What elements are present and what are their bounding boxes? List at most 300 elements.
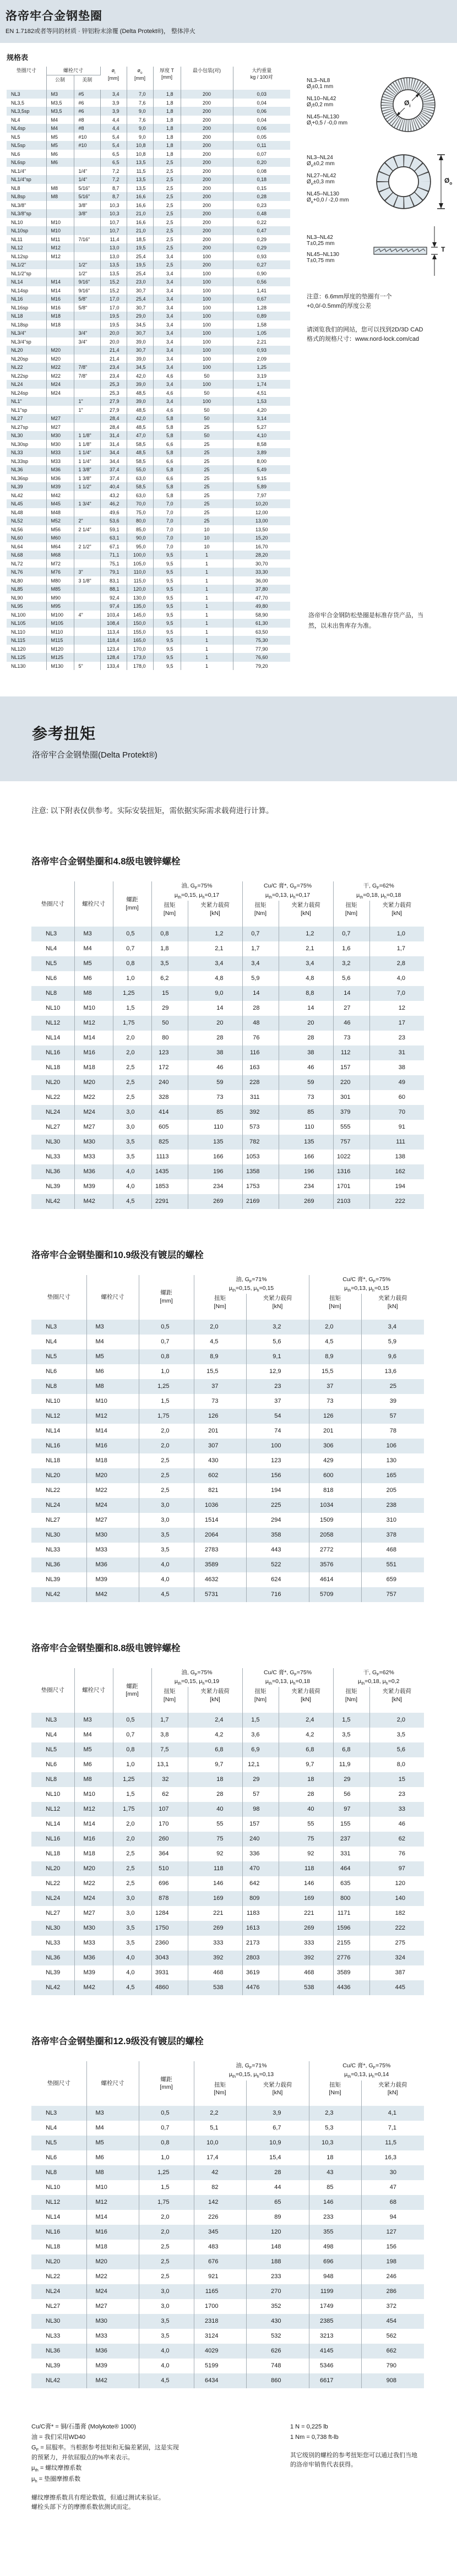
table-cell: NL39 [7,482,46,491]
table-cell: NL18 [31,1060,74,1075]
table-cell [74,602,100,611]
table-row [31,1001,424,1016]
table-cell: 92 [188,1847,242,1861]
table-cell: 3,9 [100,99,127,107]
table-cell: NL33 [7,448,46,457]
tolerance-item: NL45–NL130 $Ø_o+0,0 / -2,0$ mm [307,190,349,204]
table-cell: 27 [333,1001,369,1016]
table-cell: 538 [188,1980,242,1995]
table-cell: M24 [46,389,74,397]
table-cell: 6,9 [242,1742,279,1757]
table-row [31,1728,424,1742]
table-row [7,99,290,107]
table-cell: 23 [246,1379,309,1394]
table-cell: 178,0 [127,662,153,671]
group-header-row [31,1275,424,1294]
table-cell: 336 [242,1847,279,1861]
table-cell: NL20sp [7,355,46,363]
table-cell: 3/8" [74,201,100,210]
table-cell: NL8 [31,986,74,1001]
table-cell: 79,20 [255,663,268,669]
table-cell: NL105 [7,619,46,628]
table-cell: 234 [279,1179,333,1194]
table-cell: M11 [46,235,74,244]
table-cell: 59 [279,1075,333,1090]
table-cell: 169 [188,1891,242,1906]
table-cell: M20 [46,346,74,355]
table-cell: NL24sp [7,389,46,397]
tolerance-item: NL10–NL42 $Ø_i\pm 0,2$ mm [307,95,336,109]
table-cell: 110,0 [127,568,153,576]
torque-table-title-109: 洛帝牢合金钢垫圈和10.9级没有镀层的螺栓 [31,1250,204,1260]
table-cell: 1 [181,602,233,611]
col-header-washer-size: 垫圈尺寸 [31,1275,86,1320]
table-cell: M6 [86,1364,139,1379]
table-cell: 196 [279,1164,333,1179]
table-row [31,1364,424,1379]
table-cell: 23,4 [100,363,127,372]
table-cell: 3,0 [113,1120,151,1135]
table-cell [74,355,100,363]
table-cell: 1,5 [242,1713,279,1728]
table-cell: 16,6 [127,218,153,227]
table-cell: 115,0 [127,576,153,585]
table-cell: 328 [151,1090,188,1105]
table-cell: NL30 [31,1528,86,1543]
table-cell: 14 [279,1001,333,1016]
table-cell: M39 [74,1179,113,1194]
table-cell: 1/2" [74,260,100,269]
table-row [31,1891,424,1906]
table-cell: 9,6 [388,1353,396,1360]
table-row [31,986,424,1001]
table-cell: 28 [188,1031,242,1045]
table-cell: 73 [194,1394,246,1409]
table-cell: 3,5 [113,1936,151,1951]
table-cell: 23,0 [127,277,153,286]
table-cell: 2" [74,516,100,525]
table-cell: 200 [181,150,233,159]
table-cell: 95,0 [127,542,153,551]
table-cell: 7,6 [127,116,153,124]
table-cell: 0,8 [139,1349,194,1364]
table-cell: NL1/4"sp [7,175,46,184]
table-cell: M6 [46,158,74,167]
table-cell: M30 [46,440,74,449]
table-row [31,2359,424,2373]
table-cell: 200 [181,184,233,193]
table-cell: NL5 [31,1742,74,1757]
table-cell: M36 [46,474,74,483]
table-cell: 34,5 [127,363,153,372]
table-cell: 2776 [333,1951,369,1965]
table-cell: 1 1/8" [74,440,100,449]
table-cell: 7/8" [74,372,100,380]
table-cell: 63,0 [127,474,153,483]
table-cell: 0,18 [257,177,267,183]
table-cell: 234 [188,1179,242,1194]
table-cell: 8,7 [100,184,127,193]
footnotes [31,2422,457,2513]
table-cell: 8,8 [279,986,333,1001]
table-cell: NL8 [7,184,46,193]
col-header-outer-diameter: $ø_o$ [mm] [127,67,153,90]
table-cell: 483 [194,2240,246,2254]
table-cell: 790 [386,2362,396,2370]
table-cell: 145,0 [127,611,153,619]
table-cell: M4 [46,116,74,124]
table-cell: 100 [181,355,233,363]
table-cell: 39,0 [127,397,153,406]
table-row [31,2150,424,2165]
table-cell: NL16 [31,1439,86,1453]
table-cell: NL4 [7,116,46,124]
table-cell: 71,1 [100,551,127,559]
table-cell: 1753 [242,1179,279,1194]
stock-availability-note: 洛帝牢合金钢防松垫圈是标准存货产品，当 然，以未出售库存为准。 [308,612,423,629]
tolerance-item: NL27–NL42 $Ø_o\pm 0,3$ mm [307,172,336,186]
table-cell: NL16 [31,2225,86,2240]
table-row [31,2314,424,2329]
table-cell: 2,5 [113,1876,151,1891]
table-cell: 162 [395,1168,405,1175]
table-cell: 1,8 [153,133,181,141]
table-cell: NL6 [31,971,74,986]
table-cell: 4,1 [388,2110,396,2117]
table-cell: 21,0 [127,226,153,235]
table-row [7,90,290,99]
group-header-cuc-paste: Cu/C 膏*, $G_F=75\%$ $\mu_{th}=0,13$, $\mu_h=0,18$ [242,1668,333,1687]
table-cell: 4632 [194,1572,246,1587]
col-header-pitch: 螺距 [mm] [113,1668,151,1713]
table-cell: 2,0 [139,2210,194,2225]
table-cell: NL12 [31,1409,86,1424]
table-cell: 908 [386,2377,396,2384]
table-cell: M24 [74,1891,113,1906]
table-cell: 37 [246,1394,309,1409]
spec-heading: 规格表 [7,53,29,62]
table-cell: 0,08 [257,168,267,174]
table-cell: NL72 [7,559,46,568]
table-cell: 75,30 [255,638,268,644]
table-cell: 379 [333,1105,369,1120]
table-cell: NL42 [31,1587,86,1602]
table-cell: 25 [181,440,233,449]
table-cell: 17,0 [100,303,127,312]
table-cell: 430 [246,2314,309,2329]
table-cell: 1 [181,619,233,628]
table-cell: 5709 [309,1587,361,1602]
table-cell: 12,1 [242,1757,279,1772]
table-cell: 392 [188,1951,242,1965]
table-cell: M33 [86,1543,139,1557]
table-cell: 4,0 [139,2359,194,2373]
table-cell: 166 [188,1150,242,1164]
table-cell: 2,0 [396,1717,405,1724]
table-cell: 562 [386,2333,396,2340]
table-cell: 551 [386,1561,396,1569]
table-cell: 54 [246,1409,309,1424]
table-cell: 46 [188,1060,242,1075]
table-cell: 538 [279,1980,333,1995]
table-cell: M30 [74,1921,113,1936]
table-cell: 5,8 [153,465,181,474]
table-cell: 28,4 [100,423,127,432]
table-cell: 146 [188,1876,242,1891]
torque-table-section-129 [31,2034,457,2388]
table-cell: 11,5 [127,167,153,176]
table-cell: NL22 [7,363,46,372]
table-cell: M100 [46,611,74,619]
table-cell: 2803 [242,1951,279,1965]
table-cell: 73 [188,1090,242,1105]
table-cell: NL22 [31,1483,86,1498]
table-cell: 53,6 [100,516,127,525]
table-cell: 1,58 [257,322,267,328]
table-cell: 0,23 [257,202,267,208]
table-cell: 2,5 [139,1468,194,1483]
table-cell: 65 [246,2195,309,2210]
table-cell: 15,4 [246,2150,309,2165]
table-cell: M36 [74,1951,113,1965]
group-header-cuc-paste: Cu/C 膏*, $G_F=75\%$ $\mu_{th}=0,13$, $\mu_h=0,17$ [242,881,333,901]
table-cell: 25 [181,499,233,508]
table-cell: M27 [46,423,74,432]
group-header-row [31,881,424,901]
table-cell: 1034 [309,1498,361,1513]
tolerance-item: NL3–NL24 $Ø_o\pm 0,2$ mm [307,154,335,168]
table-cell: 50 [181,414,233,423]
col-header-washer-size: 垫圈尺寸 [31,881,74,926]
table-cell: #10 [74,141,100,150]
table-cell: 46 [333,1016,369,1031]
table-cell: NL3,5sp [7,107,46,116]
table-cell: M10 [86,2180,139,2195]
table-cell: NL39 [31,1965,74,1980]
table-cell: 1,6 [333,941,369,956]
table-cell: 34,4 [100,448,127,457]
table-cell: M3 [86,2106,139,2121]
table-cell: 3,4 [153,363,181,372]
table-cell: NL3/8" [7,201,46,210]
table-cell: M8 [74,986,113,1001]
table-cell: 2,5 [139,2254,194,2269]
table-cell: 0,7 [113,1728,151,1742]
table-cell: 3,19 [257,373,267,379]
tolerance-item: NL3–NL42 T±0,25 mm [307,235,335,247]
table-cell: 20 [279,1016,333,1031]
table-cell: 3,2 [333,956,369,971]
table-row [7,628,290,636]
table-cell: 6434 [194,2373,246,2388]
table-cell: NL3 [31,2106,86,2121]
table-row [31,1016,424,1031]
table-cell: 3,4 [188,956,242,971]
table-cell: 58,5 [127,440,153,449]
table-row [31,1742,424,1757]
table-cell: 1165 [194,2284,246,2299]
table-cell: 40 [188,1802,242,1817]
table-cell: M4 [74,941,113,956]
table-cell: NL27 [31,1906,74,1921]
table-cell: 120,0 [127,585,153,593]
table-cell: 46,2 [100,499,127,508]
group-header-row [31,2061,424,2081]
table-cell: NL14 [31,2210,86,2225]
table-cell: 1,8 [151,941,188,956]
table-cell: 13,6 [384,1368,396,1375]
table-cell: 7,0 [153,508,181,517]
table-cell: NL42 [31,1980,74,1995]
table-cell: 10,20 [255,501,268,507]
table-cell: NL14 [7,277,46,286]
table-cell: 392 [279,1951,333,1965]
table-cell: 58,5 [127,482,153,491]
table-row [7,329,290,337]
table-cell: 1284 [151,1906,188,1921]
table-cell: M27 [86,1513,139,1528]
table-cell: 31,4 [100,431,127,440]
table-cell: 238 [386,1502,396,1509]
table-row [31,1787,424,1802]
table-cell: 29 [242,1772,279,1787]
col-header-clamp-load: 夹紧力载荷 [kN] [188,1687,242,1712]
table-cell: 15,5 [309,1364,361,1379]
table-cell: 468 [188,1965,242,1980]
torque-table-title-88: 洛帝牢合金钢垫圈和8.8级电镀锌螺栓 [31,1643,181,1653]
outer-diameter-tolerance-block [307,148,451,215]
table-row [7,593,290,602]
table-cell: 1 [181,611,233,619]
table-cell: 3/4" [74,329,100,337]
table-cell: M3,5 [46,99,74,107]
table-cell: 0,06 [257,126,267,132]
torque-table-48 [31,881,424,1208]
table-cell: 33,30 [255,569,268,575]
table-cell: 100 [181,397,233,406]
table-cell: 0,8 [151,927,188,941]
table-cell: 7,0 [153,525,181,534]
table-cell: 39 [389,1398,396,1405]
table-cell: NL5 [31,956,74,971]
table-cell: M30 [46,431,74,440]
table-cell: 70 [398,1109,405,1115]
table-cell: 19,5 [127,260,153,269]
table-cell: 4,20 [257,407,267,413]
table-cell: 0,04 [257,100,267,106]
table-cell: 9,5 [153,559,181,568]
table-cell: M4 [46,124,74,133]
table-cell: #8 [74,116,100,124]
table-cell: 126 [194,1409,246,1424]
table-cell: 1435 [151,1164,188,1179]
table-cell: M10 [74,1001,113,1016]
table-row [31,1075,424,1090]
table-cell: 25 [181,423,233,432]
table-cell: 600 [309,1468,361,1483]
table-row [31,1557,424,1572]
table-cell: 1" [74,406,100,415]
table-cell: 48,5 [127,389,153,397]
table-cell: NL16 [31,1045,74,1060]
table-cell: 5,8 [153,431,181,440]
table-cell: 123 [151,1045,188,1060]
table-cell: NL3 [7,90,46,99]
table-row [31,2165,424,2180]
table-cell: 0,15 [257,185,267,191]
table-cell: 307 [194,1439,246,1453]
table-cell: 1,75 [113,1802,151,1817]
table-row [31,1847,424,1861]
table-cell: 757 [333,1135,369,1150]
table-cell [74,389,100,397]
table-cell [74,491,100,500]
table-cell: 1,7 [151,1713,188,1728]
table-cell: 85 [188,1105,242,1120]
table-cell: 75,0 [127,508,153,517]
table-cell: 92,4 [100,593,127,602]
torque-table-129 [31,2061,424,2388]
table-cell: 83,1 [100,576,127,585]
table-cell: M42 [74,1194,113,1209]
table-row [7,533,290,542]
table-cell: 782 [242,1135,279,1150]
table-cell: 0,47 [257,228,267,234]
table-cell: 7,2 [100,167,127,176]
table-cell: NL80 [7,576,46,585]
table-row [31,1379,424,1394]
table-cell: 97 [398,1865,405,1872]
table-cell: 1,5 [139,1394,194,1409]
table-cell: 7,0 [153,499,181,508]
table-cell: 85 [309,2180,361,2195]
table-cell: 1,75 [113,1016,151,1031]
table-cell: 4,10 [257,433,267,439]
table-row [7,226,290,235]
table-cell: 49,6 [100,508,127,517]
table-cell: 11,4 [100,235,127,244]
table-cell: 3,4 [153,329,181,337]
table-cell: 4,0 [113,1164,151,1179]
table-cell: 1,0 [396,930,405,937]
col-header-pitch: 螺距 [mm] [139,1275,194,1320]
inner-diameter-tolerance-block [307,71,451,138]
table-cell: NL68 [7,551,46,559]
table-cell [74,243,100,252]
table-row [31,1861,424,1876]
table-cell: NL10 [31,1787,74,1802]
col-header-clamp-load: 夹紧力载荷 [kN] [279,901,333,926]
table-cell: 17,4 [194,2150,246,2165]
table-cell: NL10 [31,2180,86,2195]
table-cell: 120 [395,1880,405,1887]
table-cell [46,175,74,184]
table-cell: NL33sp [7,457,46,466]
table-cell: 2385 [309,2314,361,2329]
table-row [31,2269,424,2284]
table-cell: 4145 [309,2344,361,2359]
table-cell: NL16sp [7,303,46,312]
table-cell: 3,4 [153,312,181,320]
page-title: 洛帝牢合金钢垫圈 [6,10,102,23]
table-cell: M36 [74,1164,113,1179]
table-cell: 29 [333,1772,369,1787]
table-cell: 169 [279,1891,333,1906]
table-cell: 112 [333,1045,369,1060]
table-cell: 237 [333,1832,369,1847]
table-cell: 29,0 [127,312,153,320]
table-cell: 1509 [309,1513,361,1528]
